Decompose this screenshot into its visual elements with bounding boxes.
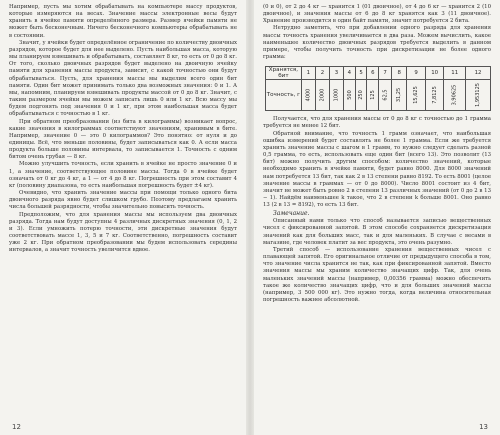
table-cell-value: 15,625 (413, 86, 420, 104)
table-cell: 2 (315, 67, 329, 80)
table-cell-value: 3,90625 (451, 84, 458, 106)
table-cell: 11 (444, 67, 466, 80)
table-cell-value: 250 (358, 90, 365, 101)
table-cell-value: 1,953125 (475, 83, 482, 108)
table-cell: 9 (407, 67, 426, 80)
table-row-bits (266, 67, 491, 80)
table-cell-value: 500 (346, 90, 353, 101)
page-number-left: 12 (12, 423, 21, 431)
paragraph: Например, пусть мы хотим обрабатывать на компьютере массу продуктов, которые измеряются на весах. Значение массы электронные весы будут хранить в ячейке памяти определённого размера. Размер ячейки памяти не может быть бесконечным. Ничего бесконечного компьютеры обрабатывать не в состоянии. (9, 4, 237, 39)
paragraph: Обратной внимание, что точность 1 грамм означает, что наибольшая ошибка измерений будет составлять не более 1 грамма. Если же требуется хранить значение массы с шагом в 1 грамм, то нужно следует сделать разной 0,5 грамма, то есть, использовать еще один бит (всего 13). Это позволит (13 бит) можно получить другим способом: количество значений, которые необходимо хранить в ячейке памяти, будет равно 8000. Для 8000 значений нам потребуется 13 бит, так как 2 в 13 степени равно 8192. То есть 8001 (целое значение массы в граммах — от 0 до 8000). Число 8001 состоит из 4 бит, значит не может быть ровно 2 в степени 13 различных значений (от 0 до 2 в 13 − 1). Найдём наименьшее k такое, что 2 в степени k больше 8001. Оно равно 13 (2 в 13 = 8192), то есть 13 бит. (263, 130, 491, 209)
table-cell: 7 (379, 67, 392, 80)
table-cell: 6 (367, 67, 379, 80)
table-cell (379, 80, 392, 111)
table-cell-value: 4000 (305, 88, 312, 102)
table-cell-value: 2000 (319, 88, 326, 102)
paragraph: При обратном преобразовании (из бита в килограммы) возникает вопрос, какие значения в килограммах соответствуют значениям, хранимым в бите. Например, значение 0 — это 0 килограммов? Это понятно: от нуля и до единицы. Всё, что меньше половины, будет записываться как 0. А если масса продукта больше половины интервала, то записывается 1. Точность с одним битом очень грубая — 8 кг. (9, 118, 237, 161)
table-cell (367, 80, 379, 111)
table-cell (425, 80, 444, 111)
table-cell (355, 80, 367, 111)
paragraph: Значит, у ячейки будет определённое ограничение по количеству двоичных разрядов, которое будет для нее выделено. Пусть наибольшая масса, которую мы планируем взвешивать и обрабатывать, составляет 8 кг, то есть от 0 до 8 кг. От того, сколько двоичных разрядов будет выделено на двоичную ячейку памяти для хранения массы продукта, зависит, с какой точностью они будут обрабатываться. Пусть, для хранения массы мы выделим всего один бит памяти. Один бит может принимать только два возможных значения: 0 и 1. А мы, напомним, планируем взвешивать продукты массой от 0 до 8 кг. Значит, с таким размером ячейки мы можем записать лишь 0 или 1 кг. Всю массу мы будем подгонять под значения 0 и 1 кг, при этом наибольшая масса будет обрабатываться с точностью в 1 кг. (9, 39, 237, 118)
table-cell: 3 (329, 67, 343, 80)
table-cell-value: 62,5 (382, 89, 389, 101)
bits-accuracy-table (265, 66, 491, 111)
right-page (254, 0, 500, 435)
section-heading: Замечание. (273, 210, 310, 218)
paragraph: Третий способ — использование хранения вещественных чисел с плавающей запятой. Его оригинальное отличие от предыдущего способа в том, что значение числа хранится не так, как при фиксированной запятой. Вместо значения массы мы храним количество значащих цифр. Так, для очень маленьких значений массы (например, 0,00356 грамма) можно обеспечить такое же количество значащих цифр, что и для больших значений массы (например, 3 500 000 кг). Это нужно тогда, когда величина относительная погрешность важнее абсолютной. (263, 246, 491, 303)
table-row-accuracy (266, 80, 491, 111)
paragraph: Нетрудно заметить, что при добавлении одного разряда для хранения массы точность хранения увеличивается в два раза. Можем вычислить, какое наименьшее количество двоичных разрядов требуется выделить в данном примере, чтобы получить точность при дискретизации не более одного грамма: (263, 25, 491, 61)
table-cell (344, 80, 356, 111)
table-cell (392, 80, 407, 111)
table-cell (444, 80, 466, 111)
paragraph: (0 и 0), от 2 до 4 кг — хранится 1 (01 двоичное), от 4 до 6 кг — хранится 2 (10 двоичное), и значения массы от 6 до 8 кг хранятся как 3 (11 двоичное). Хранение производится в один байт памяти, значит потребуется 2 бита. (263, 4, 491, 25)
table-cell: 12 (466, 67, 491, 80)
table-cell (466, 80, 491, 111)
table-header-accuracy: Точность, г (266, 80, 302, 111)
paragraph: Можно улучшить точность, если хранить в ячейке не просто значение 0 и 1, а значение, соответствующее половине массы. Тогда 0 в ячейке будет означать от 0 кг до 4 кг, а 1 — от 4 до 8 кг. Погрешность при этом составит 4 кг (половину диапазона, то есть наибольшая погрешность будет ±4 кг). (9, 161, 237, 189)
table-cell: 4 (344, 67, 356, 80)
table-cell-value: 1000 (333, 88, 340, 102)
table-cell (407, 80, 426, 111)
table-cell: 1 (301, 67, 315, 80)
table-header-bits: Хранятся, бит (266, 67, 302, 80)
table-cell: 8 (392, 67, 407, 80)
paragraph: Получается, что для хранения массы от 0 до 8 кг с точностью до 1 грамма требуется не менее 12 бит. (263, 116, 491, 130)
book-gutter (246, 0, 254, 435)
table-cell-value: 31,25 (396, 88, 403, 103)
paragraph: Предположим, что для хранения массы мы используем два двоичных разряда. Тогда нам будут доступны 4 различных дискретных значения (0, 1, 2 и 3). Если умножить потерю точности, эти дискретные значения будут соответствовать массе 1, 3, 5 и 7 кг. Соответственно, погрешность составит уже 2 кг. При обратном преобразовании мы будем использовать середины интервалов, а значит точность увеличится вдвое. (9, 211, 237, 254)
page-number-right: 13 (479, 423, 488, 431)
table-cell (301, 80, 315, 111)
table-cell (329, 80, 343, 111)
table-cell-value: 125 (369, 90, 376, 101)
paragraph: Описанный нами только что способ называется записью вещественных чисел с фиксированной запятой. В этом способе сохраняется дискретизация значений как для больших масс, так и для маленьких. В случае с весами в магазине, где человек платит за вес продукта, это очень разумно. (263, 218, 491, 246)
table-cell: 10 (425, 67, 444, 80)
left-page (0, 0, 246, 435)
table-cell: 5 (355, 67, 367, 80)
paragraph: Очевидно, что хранить значение массы при помощи только одного бита двоичного разряда явно будет слишком грубо. Поэтому предлагаем хранить числа большей разрядности, чтобы значительно повысить точность. (9, 190, 237, 211)
table-cell-value: 7,8125 (431, 86, 438, 104)
table-cell (315, 80, 329, 111)
